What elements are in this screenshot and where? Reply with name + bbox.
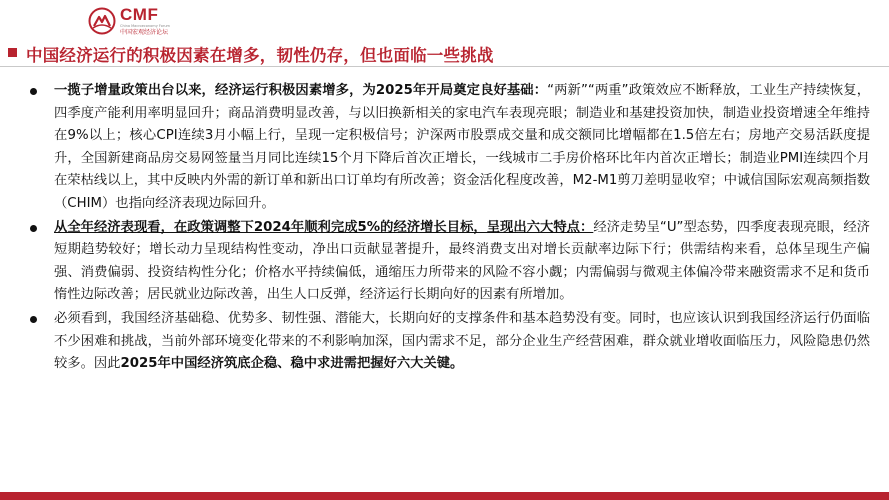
page-title: 中国经济运行的积极因素在增多，韧性仍存，但也面临一些挑战 [26, 46, 494, 65]
logo-text-block [120, 6, 170, 36]
paragraph-3-body: 必须看到，我国经济基础稳、优势多、韧性强、潜能大，长期向好的支撑条件和基本趋势没有变。同时，也应该认识到我国经济运行仍面临不少困难和挑战，当前外部环境变化带来的不利影响加深，国内需求不足，部分企业生产经营困难，群众就业增收面临压力，风险隐患仍然较多。因此 [54, 310, 870, 372]
cmf-logo [88, 6, 170, 36]
bullet-icon [30, 316, 37, 323]
paragraph-1-body: “两新”“两重”政策效应不断释放，工业生产持续恢复，四季度产能利用率明显回升；商品消费明显改善，与以旧换新相关的家电汽车表现亮眼；制造业和基建投资加快，制造业投资增速全年维持在9%以上；核心CPI连续3月小幅上行，呈现一定积极信号；沪深两市股票成交量和成交额同比增幅都在1.5倍左右；房地产交易活跃度提升，全国新建商品房交易网签量当月同比连续15个月下降后首次正增长，一线城市二手房价格环比年内首次正增长；制造业PMI连续四个月在荣枯线以上，其中反映内外需的新订单和新出口订单均有所改善；资金活化程度改善，M2-M1剪刀差明显收窄；中诚信国际宏观高频指数（CHIM）也指向经济表现边际回升。 [54, 83, 870, 211]
logo-subtitle-cn: 中国宏观经济论坛 [120, 28, 169, 36]
title-square-icon [8, 48, 17, 57]
paragraph-2-body: 经济走势呈“U”型态势，四季度表现亮眼，经济短期趋势较好；增长动力呈现结构性变动，净出口贡献显著提升，最终消费支出对增长贡献率边际下行；供需结构来看，总体呈现生产偏强、消费偏弱、投资结构性分化；价格水平持续偏低，通缩压力所带来的风险不容小觑；内需偏弱与微观主体偏冷带来融资需求不足和货币惰性边际改善；居民就业边际改善，出生人口反弹，经济运行长期向好的因素有所增加。 [54, 219, 870, 303]
bullet-list [30, 80, 870, 376]
cmf-logo-icon [88, 7, 116, 35]
footer-bar [0, 492, 889, 500]
bullet-icon [30, 225, 37, 232]
logo-subtitle-en: China Macroeconomy Forum [120, 24, 170, 28]
title-divider [0, 66, 889, 67]
title-row [0, 40, 889, 65]
header-bar [0, 0, 889, 40]
paragraph-3-tail: 2025年中国经济筑底企稳、稳中求进需把握好六大关键。 [120, 356, 464, 372]
paragraph-1-lead: 一揽子增量政策出台以来，经济运行积极因素增多，为2025年开局奠定良好基础： [54, 83, 548, 98]
bullet-paragraph-1 [30, 80, 870, 216]
logo-brand: CMF [120, 5, 159, 24]
bullet-paragraph-3 [30, 308, 870, 376]
bullet-paragraph-2 [30, 217, 870, 307]
paragraph-2-lead: 从全年经济表现看，在政策调整下2024年顺利完成5%的经济增长目标，呈现出六大特点： [54, 219, 594, 235]
bullet-icon [30, 88, 37, 95]
